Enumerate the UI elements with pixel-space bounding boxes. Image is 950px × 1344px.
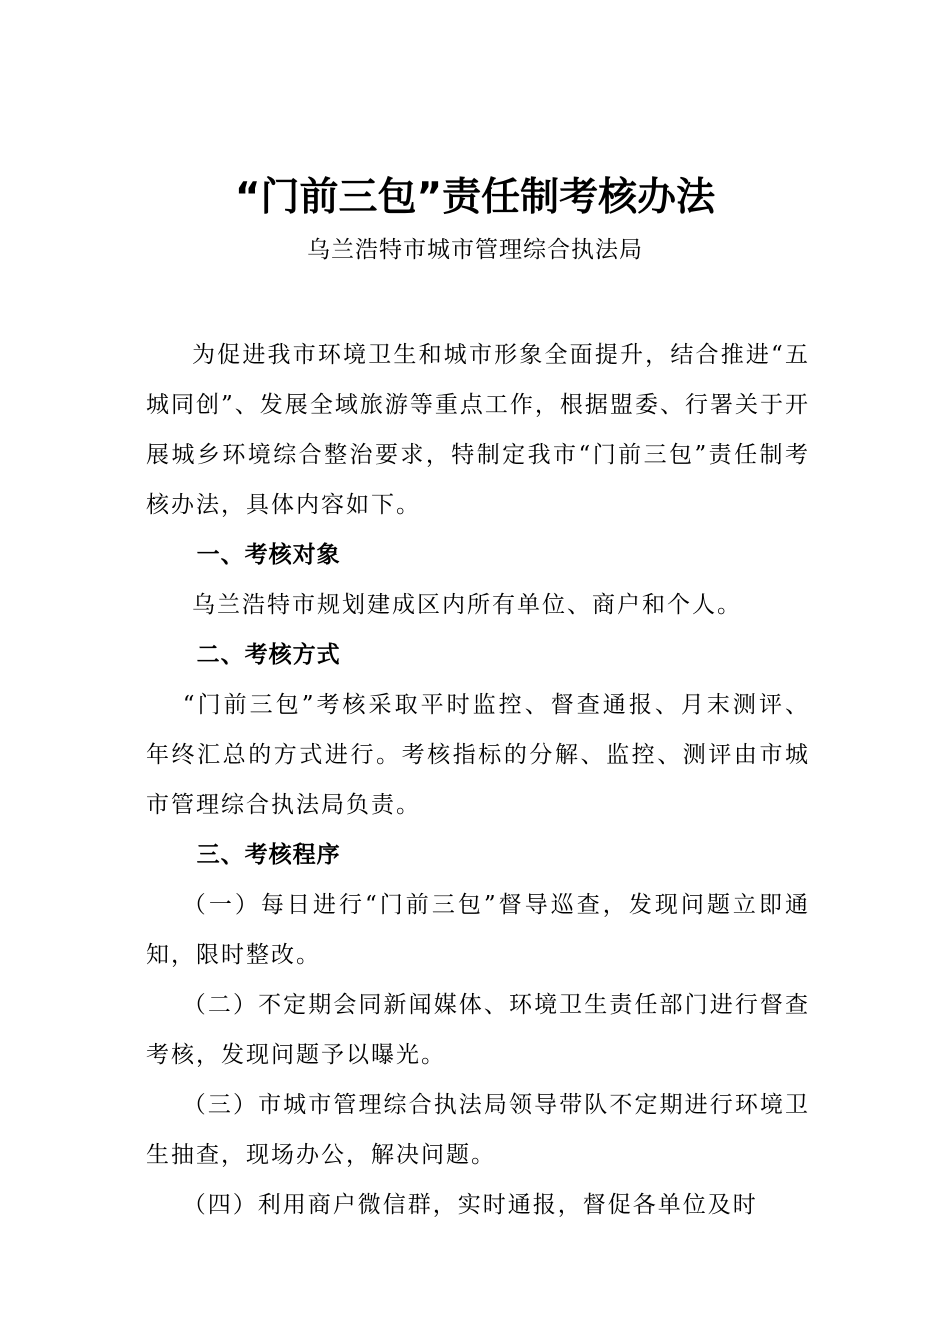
document-issuer: 乌兰浩特市城市管理综合执法局 bbox=[307, 237, 643, 263]
document-title: “门前三包”责任制考核办法 bbox=[234, 175, 716, 220]
section-paragraph: （三）市城市管理综合执法局领导带队不定期进行环境卫生抽查，现场办公，解决问题。 bbox=[146, 1092, 810, 1168]
intro-paragraph: 为促进我市环境卫生和城市形象全面提升，结合推进“五城同创”、发展全域旅游等重点工作，根据盟委、行署关于开展城乡环境综合整治要求，特制定我市“门前三包”责任制考核办法，具体内容如下。 bbox=[146, 342, 810, 518]
section-paragraph: “门前三包”考核采取平时监控、督查通报、月末测评、年终汇总的方式进行。考核指标的分解、监控、测评由市城市管理综合执法局负责。 bbox=[146, 692, 810, 818]
section-paragraph: （四）利用商户微信群，实时通报，督促各单位及时 bbox=[182, 1192, 758, 1218]
section-paragraph: （二）不定期会同新闻媒体、环境卫生责任部门进行督查考核，发现问题予以曝光。 bbox=[146, 992, 810, 1068]
section-heading-method: 二、考核方式 bbox=[196, 642, 341, 668]
section-paragraph: （一）每日进行“门前三包”督导巡查，发现问题立即通知，限时整改。 bbox=[146, 892, 810, 968]
section-heading-objects: 一、考核对象 bbox=[196, 542, 341, 568]
section-heading-procedure: 三、考核程序 bbox=[196, 842, 341, 868]
document-body bbox=[146, 330, 810, 1230]
section-paragraph: 乌兰浩特市规划建成区内所有单位、商户和个人。 bbox=[192, 592, 742, 618]
